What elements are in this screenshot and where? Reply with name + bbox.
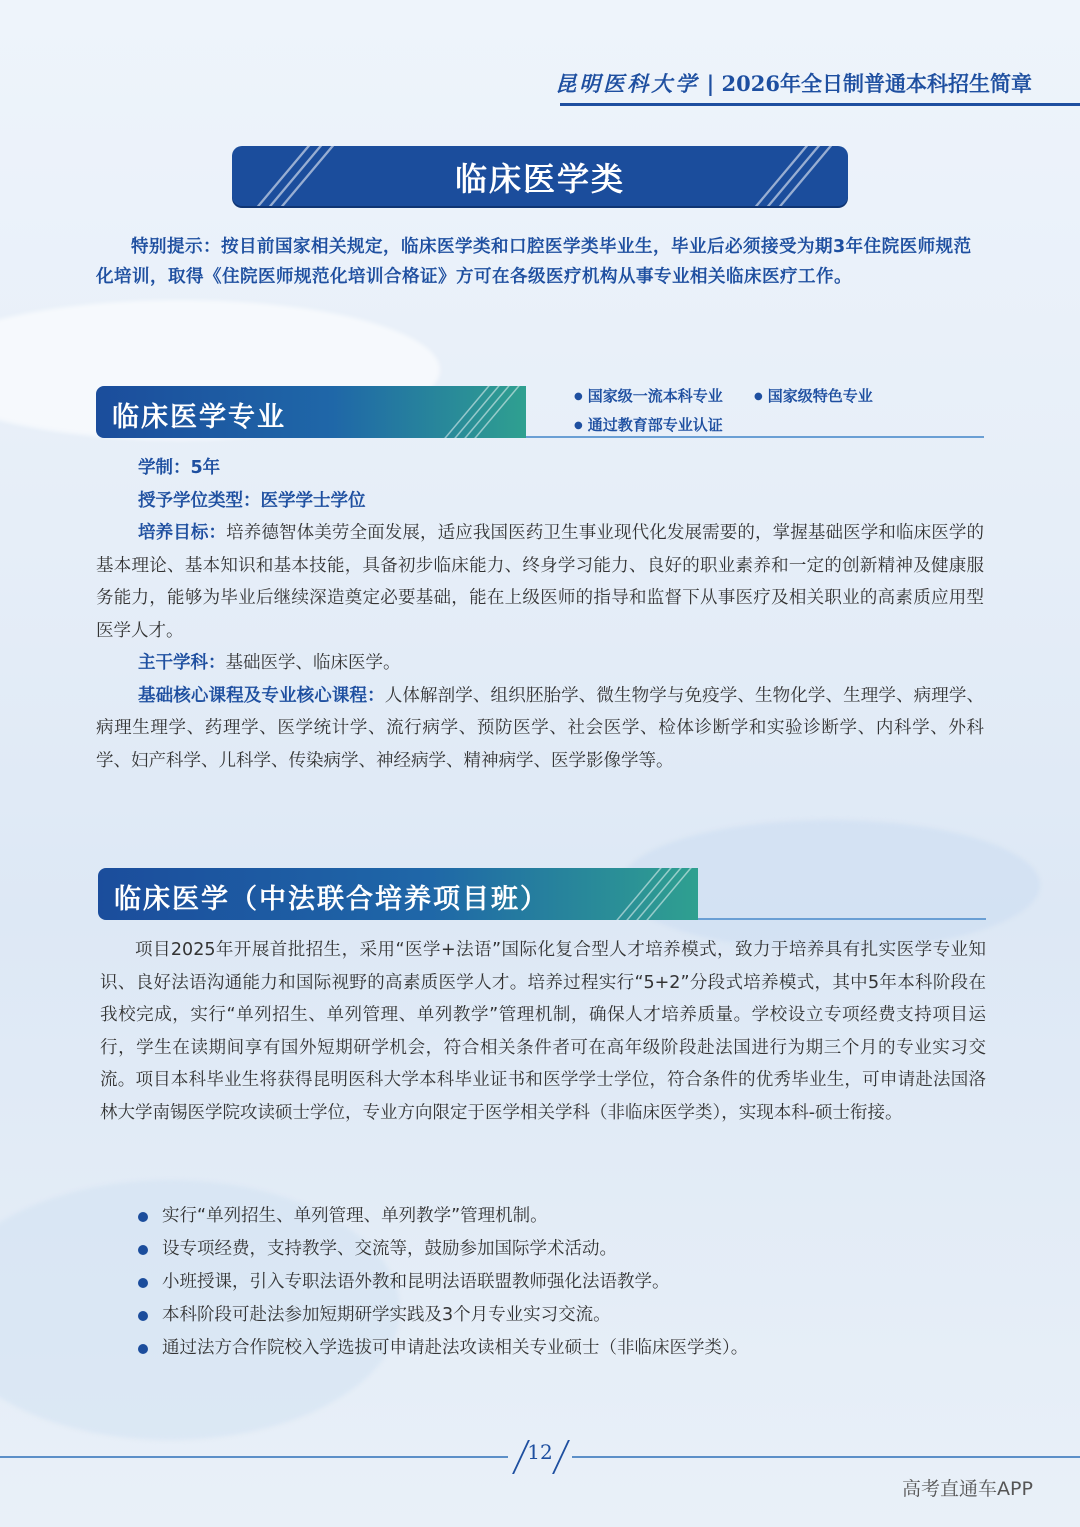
university-logo-text: 昆明医科大学 <box>555 71 700 96</box>
watermark: 高考直通车APP <box>902 1478 1033 1500</box>
honor-tags <box>574 382 899 440</box>
banner-stripe <box>636 868 682 920</box>
header-separator: | <box>706 71 715 96</box>
section1-body <box>96 452 984 777</box>
section-title: 临床医学（中法联合培养项目班） <box>114 884 549 915</box>
goal-paragraph: 培养目标：培养德智体美劳全面发展，适应我国医药卫生事业现代化发展需要的，掌握基础医学和临床医学的基本理论、基本知识和基本技能，具备初步临床能力、终身学习能力、良好的职业素养和一定的创新精神及健康服务能力，能够为毕业后继续深造奠定必要基础，能在上级医师的指导和监督下从事医疗及相关职业的高素质应用型医学人才。 <box>96 523 984 641</box>
tag-item: ● 国家级特色专业 <box>754 382 873 411</box>
tag-item: ● 通过教育部专业认证 <box>574 411 723 440</box>
list-item: 本科阶段可赴法参加短期研学实践及3个月专业实习交流。 <box>138 1299 998 1332</box>
section-banner-clinical-medicine <box>96 386 526 438</box>
banner-stripe <box>454 386 500 438</box>
page-number: 12 <box>527 1440 553 1464</box>
discipline-line: 主干学科：基础医学、临床医学。 <box>138 653 401 673</box>
banner-stripe <box>626 868 672 920</box>
main-title: 临床医学类 <box>454 160 625 198</box>
banner-stripe <box>616 868 662 920</box>
feature-list <box>138 1200 998 1365</box>
banner-stripe <box>464 386 510 438</box>
footer-line-left <box>0 1456 508 1458</box>
banner-stripe <box>444 386 490 438</box>
main-title-banner <box>232 146 848 206</box>
courses-paragraph: 基础核心课程及专业核心课程：人体解剖学、组织胚胎学、微生物学与免疫学、生物化学、生理学、病理学、病理生理学、药理学、医学统计学、流行病学、预防医学、社会医学、检体诊断学和实验诊断学、内科学、外科学、妇产科学、儿科学、传染病学、神经病学、精神病学、医学影像学等。 <box>96 685 985 771</box>
special-notice: 特别提示：按目前国家相关规定，临床医学类和口腔医学类毕业生，毕业后必须接受为期3年住院医师规范化培训，取得《住院医师规范化培训合格证》方可在各级医疗机构从事专业相关临床医疗工作。 <box>96 237 972 287</box>
sino-french-paragraph: 项目2025年开展首批招生，采用“医学+法语”国际化复合型人才培养模式，致力于培养具有扎实医学专业知识、良好法语沟通能力和国际视野的高素质医学人才。培养过程实行“5+2”分段式培养模式，其中5年本科阶段在我校完成，实行“单列招生、单列管理、单列教学”管理机制，确保人才培养质量。学校设立专项经费支持项目运行，学生在读期间享有国外短期研学机会，符合相关条件者可在高年级阶段赴法国进行为期三个月的专业实习交流。项目本科毕业生将获得昆明医科大学本科毕业证书和医学学士学位，符合条件的优秀毕业生，可申请赴法国洛林大学南锡医学院攻读硕士学位，专业方向限定于医学相关学科（非临床医学类），实现本科-硕士衔接。 <box>100 940 986 1123</box>
duration-line: 学制：5年 <box>138 458 221 478</box>
list-item: 实行“单列招生、单列管理、单列教学”管理机制。 <box>138 1200 998 1233</box>
footer-line-right <box>572 1456 1080 1458</box>
header-underline <box>560 103 1080 106</box>
section-title: 临床医学专业 <box>112 402 286 433</box>
degree-line: 授予学位类型：医学学士学位 <box>138 490 366 511</box>
list-item: 通过法方合作院校入学选拔可申请赴法攻读相关专业硕士（非临床医学类）。 <box>138 1332 998 1365</box>
tag-item: ● 国家级一流本科专业 <box>574 382 723 411</box>
list-item: 设专项经费，支持教学、交流等，鼓励参加国际学术活动。 <box>138 1233 998 1266</box>
section-divider <box>698 918 986 920</box>
list-item: 小班授课，引入专职法语外教和昆明法语联盟教师强化法语教学。 <box>138 1266 998 1299</box>
page-header <box>555 62 1080 106</box>
section-banner-sino-french <box>98 868 698 920</box>
header-title: 2026年全日制普通本科招生简章 <box>721 71 1032 96</box>
